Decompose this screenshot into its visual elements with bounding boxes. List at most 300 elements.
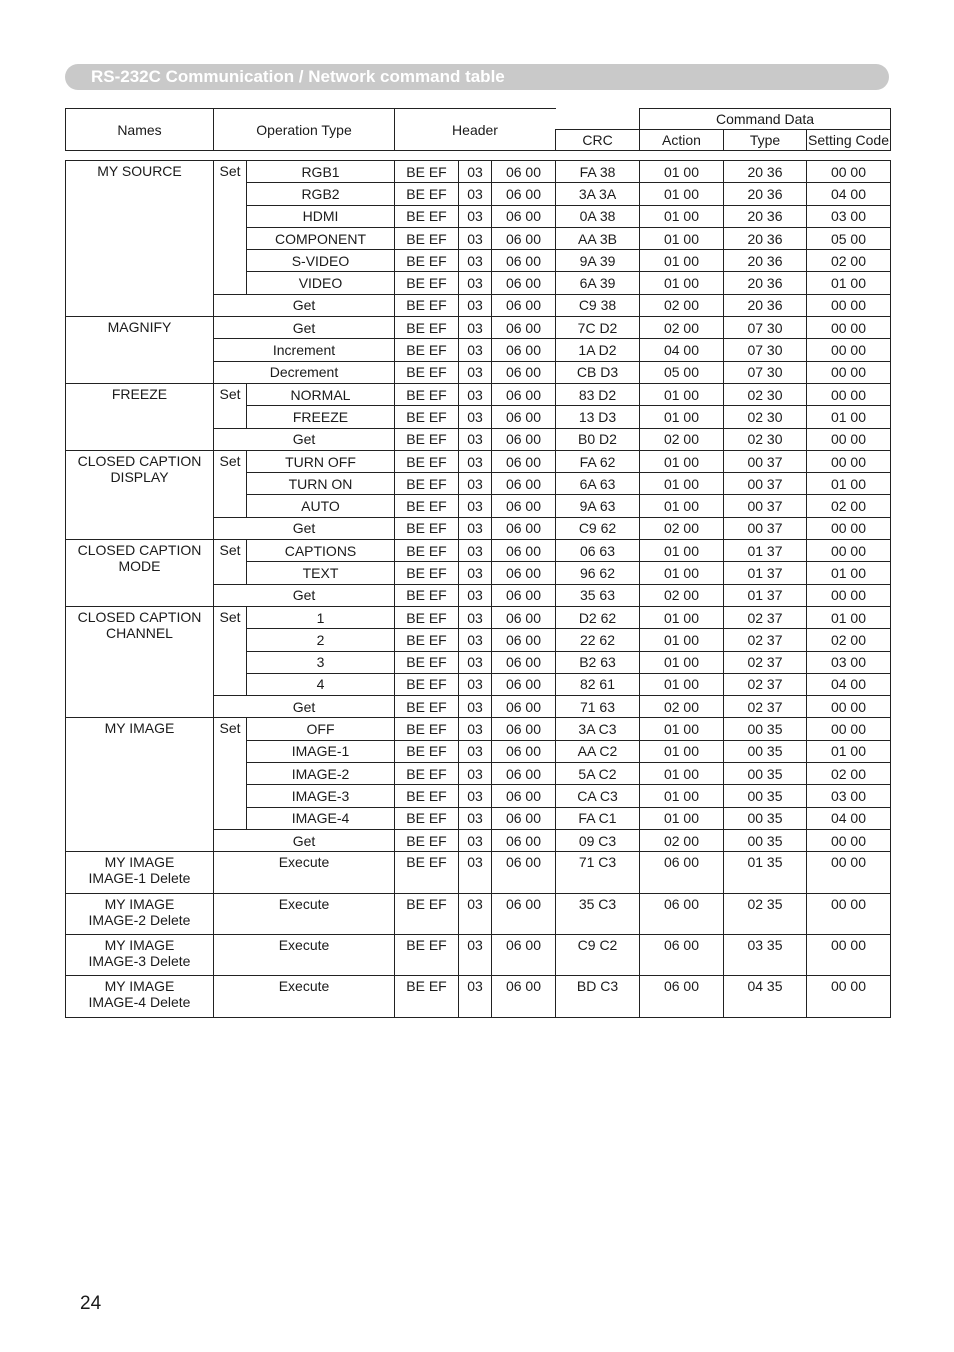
header-byte-1: BE EF [395, 495, 459, 517]
header-byte-3: 06 00 [492, 584, 556, 606]
type-cell: 00 35 [724, 718, 807, 740]
setting-code-cell: 00 00 [807, 584, 891, 606]
setting-code-cell: 00 00 [807, 934, 891, 975]
section-banner [65, 64, 889, 90]
setting-code-cell: 03 00 [807, 651, 891, 673]
header-byte-1: BE EF [395, 383, 459, 405]
table-row [66, 606, 891, 628]
set-label-cell: Set [214, 383, 247, 428]
operation-cell: 3 [247, 651, 395, 673]
header-byte-3: 06 00 [492, 562, 556, 584]
command-name-cell: CLOSED CAPTION MODE [66, 540, 214, 607]
action-cell: 02 00 [640, 428, 724, 450]
action-cell: 01 00 [640, 606, 724, 628]
action-cell: 01 00 [640, 161, 724, 183]
crc-cell: 09 C3 [556, 829, 640, 851]
operation-cell: TURN OFF [247, 450, 395, 472]
crc-cell: B2 63 [556, 651, 640, 673]
command-name-cell: CLOSED CAPTION DISPLAY [66, 450, 214, 539]
action-cell: 01 00 [640, 673, 724, 695]
header-byte-1: BE EF [395, 161, 459, 183]
operation-cell: TEXT [247, 562, 395, 584]
crc-cell: 3A C3 [556, 718, 640, 740]
setting-code-cell: 00 00 [807, 450, 891, 472]
action-cell: 01 00 [640, 740, 724, 762]
setting-code-cell: 00 00 [807, 829, 891, 851]
crc-cell: 5A C2 [556, 763, 640, 785]
operation-cell: CAPTIONS [247, 540, 395, 562]
names-header: Names [66, 109, 214, 151]
table-row [66, 540, 891, 562]
setting-code-cell: 04 00 [807, 673, 891, 695]
header-byte-1: BE EF [395, 361, 459, 383]
type-cell: 00 35 [724, 740, 807, 762]
operation-cell: Execute [214, 976, 395, 1017]
type-cell: 00 37 [724, 450, 807, 472]
command-table [65, 160, 891, 1018]
header-byte-3: 06 00 [492, 161, 556, 183]
operation-cell: Get [214, 294, 395, 316]
header-byte-3: 06 00 [492, 250, 556, 272]
header-byte-3: 06 00 [492, 852, 556, 893]
type-cell: 02 30 [724, 406, 807, 428]
crc-cell: BD C3 [556, 976, 640, 1017]
operation-cell: IMAGE-3 [247, 785, 395, 807]
setting-code-cell: 00 00 [807, 361, 891, 383]
action-cell: 01 00 [640, 562, 724, 584]
action-cell: 06 00 [640, 934, 724, 975]
header-byte-3: 06 00 [492, 763, 556, 785]
crc-cell: CA C3 [556, 785, 640, 807]
operation-cell: Decrement [214, 361, 395, 383]
table-row [66, 450, 891, 472]
header-byte-2: 03 [459, 606, 492, 628]
operation-cell: AUTO [247, 495, 395, 517]
action-cell: 01 00 [640, 205, 724, 227]
table-row [66, 852, 891, 893]
crc-spacer [556, 109, 640, 130]
crc-cell: B0 D2 [556, 428, 640, 450]
action-cell: 01 00 [640, 807, 724, 829]
setting-code-cell: 00 00 [807, 428, 891, 450]
header-byte-2: 03 [459, 540, 492, 562]
header-byte-1: BE EF [395, 406, 459, 428]
header-byte-1: BE EF [395, 272, 459, 294]
crc-cell: 35 C3 [556, 893, 640, 934]
crc-cell: 1A D2 [556, 339, 640, 361]
header-byte-2: 03 [459, 294, 492, 316]
type-cell: 00 35 [724, 785, 807, 807]
header-byte-1: BE EF [395, 227, 459, 249]
header-byte-2: 03 [459, 227, 492, 249]
header-byte-2: 03 [459, 807, 492, 829]
type-cell: 00 35 [724, 807, 807, 829]
action-cell: 01 00 [640, 250, 724, 272]
header-byte-3: 06 00 [492, 361, 556, 383]
type-cell: 07 30 [724, 317, 807, 339]
operation-cell: FREEZE [247, 406, 395, 428]
operation-cell: TURN ON [247, 473, 395, 495]
header-byte-3: 06 00 [492, 934, 556, 975]
header-byte-3: 06 00 [492, 294, 556, 316]
crc-cell: FA 38 [556, 161, 640, 183]
header-byte-3: 06 00 [492, 829, 556, 851]
crc-cell: 35 63 [556, 584, 640, 606]
header-byte-2: 03 [459, 651, 492, 673]
action-cell: 01 00 [640, 718, 724, 740]
setting-code-cell: 02 00 [807, 495, 891, 517]
header-byte-1: BE EF [395, 250, 459, 272]
setting-code-cell: 01 00 [807, 740, 891, 762]
operation-cell: Get [214, 584, 395, 606]
header-byte-1: BE EF [395, 183, 459, 205]
header-byte-3: 06 00 [492, 383, 556, 405]
command-name-cell: MY IMAGE [66, 718, 214, 852]
action-cell: 01 00 [640, 651, 724, 673]
header-byte-3: 06 00 [492, 317, 556, 339]
action-cell: 01 00 [640, 272, 724, 294]
header-byte-2: 03 [459, 673, 492, 695]
page-number: 24 [80, 1293, 102, 1314]
crc-cell: 22 62 [556, 629, 640, 651]
type-cell: 02 37 [724, 696, 807, 718]
operation-cell: Get [214, 696, 395, 718]
action-cell: 06 00 [640, 852, 724, 893]
operation-type-header: Operation Type [214, 109, 395, 151]
command-name-cell: MY IMAGE IMAGE-2 Delete [66, 893, 214, 934]
header-byte-2: 03 [459, 383, 492, 405]
operation-cell: 1 [247, 606, 395, 628]
operation-cell: IMAGE-1 [247, 740, 395, 762]
action-cell: 02 00 [640, 517, 724, 539]
action-cell: 01 00 [640, 629, 724, 651]
type-cell: 00 35 [724, 763, 807, 785]
type-cell: 20 36 [724, 205, 807, 227]
header-byte-3: 06 00 [492, 227, 556, 249]
action-cell: 01 00 [640, 406, 724, 428]
command-name-cell: CLOSED CAPTION CHANNEL [66, 606, 214, 717]
type-cell: 20 36 [724, 272, 807, 294]
command-data-header: Command Data [640, 109, 891, 130]
header-byte-2: 03 [459, 428, 492, 450]
type-cell: 01 37 [724, 584, 807, 606]
set-label-cell: Set [214, 161, 247, 295]
setting-code-header: Setting Code [807, 130, 891, 151]
setting-code-cell: 01 00 [807, 473, 891, 495]
header-byte-2: 03 [459, 361, 492, 383]
type-cell: 00 37 [724, 473, 807, 495]
header-byte-2: 03 [459, 406, 492, 428]
crc-cell: FA C1 [556, 807, 640, 829]
crc-cell: 0A 38 [556, 205, 640, 227]
header-byte-2: 03 [459, 763, 492, 785]
header-byte-2: 03 [459, 517, 492, 539]
crc-cell: 82 61 [556, 673, 640, 695]
type-cell: 20 36 [724, 294, 807, 316]
header-byte-2: 03 [459, 161, 492, 183]
crc-cell: 71 63 [556, 696, 640, 718]
action-header: Action [640, 130, 724, 151]
header-byte-1: BE EF [395, 852, 459, 893]
setting-code-cell: 00 00 [807, 317, 891, 339]
header-byte-3: 06 00 [492, 473, 556, 495]
operation-cell: COMPONENT [247, 227, 395, 249]
crc-cell: 9A 39 [556, 250, 640, 272]
crc-cell: 7C D2 [556, 317, 640, 339]
operation-cell: RGB1 [247, 161, 395, 183]
type-cell: 20 36 [724, 250, 807, 272]
header-byte-1: BE EF [395, 718, 459, 740]
setting-code-cell: 01 00 [807, 562, 891, 584]
header-byte-1: BE EF [395, 540, 459, 562]
action-cell: 02 00 [640, 317, 724, 339]
type-cell: 07 30 [724, 361, 807, 383]
crc-cell: AA 3B [556, 227, 640, 249]
header-byte-3: 06 00 [492, 428, 556, 450]
header-byte-2: 03 [459, 740, 492, 762]
header-byte-3: 06 00 [492, 517, 556, 539]
header-byte-3: 06 00 [492, 339, 556, 361]
header-byte-2: 03 [459, 934, 492, 975]
header-byte-1: BE EF [395, 473, 459, 495]
type-header: Type [724, 130, 807, 151]
setting-code-cell: 00 00 [807, 976, 891, 1017]
operation-cell: S-VIDEO [247, 250, 395, 272]
header-byte-3: 06 00 [492, 406, 556, 428]
header-byte-2: 03 [459, 450, 492, 472]
type-cell: 00 37 [724, 517, 807, 539]
setting-code-cell: 04 00 [807, 183, 891, 205]
type-cell: 02 37 [724, 651, 807, 673]
header-byte-1: BE EF [395, 696, 459, 718]
operation-cell: Get [214, 317, 395, 339]
command-name-cell: MY IMAGE IMAGE-1 Delete [66, 852, 214, 893]
header-byte-3: 06 00 [492, 785, 556, 807]
operation-cell: Execute [214, 852, 395, 893]
header-byte-1: BE EF [395, 934, 459, 975]
command-name-cell: MAGNIFY [66, 317, 214, 384]
type-cell: 20 36 [724, 183, 807, 205]
header-byte-3: 06 00 [492, 673, 556, 695]
type-cell: 00 37 [724, 495, 807, 517]
table-row [66, 718, 891, 740]
header-byte-2: 03 [459, 562, 492, 584]
header-byte-2: 03 [459, 829, 492, 851]
crc-cell: C9 62 [556, 517, 640, 539]
crc-cell: 3A 3A [556, 183, 640, 205]
action-cell: 01 00 [640, 495, 724, 517]
action-cell: 02 00 [640, 294, 724, 316]
command-name-cell: MY IMAGE IMAGE-3 Delete [66, 934, 214, 975]
crc-cell: 06 63 [556, 540, 640, 562]
header-byte-1: BE EF [395, 629, 459, 651]
header-byte-3: 06 00 [492, 718, 556, 740]
action-cell: 01 00 [640, 183, 724, 205]
setting-code-cell: 03 00 [807, 205, 891, 227]
command-name-cell: FREEZE [66, 383, 214, 450]
action-cell: 01 00 [640, 473, 724, 495]
crc-cell: 71 C3 [556, 852, 640, 893]
setting-code-cell: 00 00 [807, 294, 891, 316]
setting-code-cell: 00 00 [807, 383, 891, 405]
action-cell: 02 00 [640, 584, 724, 606]
crc-header: CRC [556, 130, 640, 151]
operation-cell: NORMAL [247, 383, 395, 405]
header-byte-1: BE EF [395, 606, 459, 628]
header-byte-3: 06 00 [492, 540, 556, 562]
header-byte-1: BE EF [395, 763, 459, 785]
set-label-cell: Set [214, 450, 247, 517]
header-byte-2: 03 [459, 852, 492, 893]
header-byte-3: 06 00 [492, 495, 556, 517]
operation-cell: Execute [214, 893, 395, 934]
table-row [66, 976, 891, 1017]
setting-code-cell: 01 00 [807, 606, 891, 628]
action-cell: 01 00 [640, 763, 724, 785]
type-cell: 07 30 [724, 339, 807, 361]
type-cell: 02 30 [724, 428, 807, 450]
operation-cell: VIDEO [247, 272, 395, 294]
table-row [66, 383, 891, 405]
header-byte-3: 06 00 [492, 205, 556, 227]
table-row [66, 893, 891, 934]
operation-cell: IMAGE-4 [247, 807, 395, 829]
table-row [66, 161, 891, 183]
crc-cell: C9 38 [556, 294, 640, 316]
header-header: Header [395, 109, 556, 151]
header-byte-2: 03 [459, 696, 492, 718]
type-cell: 02 30 [724, 383, 807, 405]
header-byte-1: BE EF [395, 517, 459, 539]
crc-cell: 6A 39 [556, 272, 640, 294]
operation-cell: Get [214, 428, 395, 450]
type-cell: 02 37 [724, 673, 807, 695]
header-byte-1: BE EF [395, 740, 459, 762]
header-byte-1: BE EF [395, 339, 459, 361]
operation-cell: 2 [247, 629, 395, 651]
operation-cell: IMAGE-2 [247, 763, 395, 785]
operation-cell: HDMI [247, 205, 395, 227]
header-byte-1: BE EF [395, 807, 459, 829]
crc-cell: 6A 63 [556, 473, 640, 495]
command-name-cell: MY SOURCE [66, 161, 214, 317]
header-byte-3: 06 00 [492, 629, 556, 651]
type-cell: 02 37 [724, 629, 807, 651]
crc-cell: 96 62 [556, 562, 640, 584]
header-byte-2: 03 [459, 183, 492, 205]
operation-cell: Get [214, 829, 395, 851]
setting-code-cell: 00 00 [807, 718, 891, 740]
header-byte-1: BE EF [395, 785, 459, 807]
operation-cell: Increment [214, 339, 395, 361]
header-byte-1: BE EF [395, 317, 459, 339]
action-cell: 06 00 [640, 893, 724, 934]
setting-code-cell: 02 00 [807, 250, 891, 272]
header-byte-3: 06 00 [492, 807, 556, 829]
action-cell: 05 00 [640, 361, 724, 383]
type-cell: 00 35 [724, 829, 807, 851]
setting-code-cell: 01 00 [807, 272, 891, 294]
header-byte-2: 03 [459, 584, 492, 606]
header-byte-2: 03 [459, 250, 492, 272]
crc-cell: AA C2 [556, 740, 640, 762]
operation-cell: RGB2 [247, 183, 395, 205]
type-cell: 01 37 [724, 540, 807, 562]
header-byte-2: 03 [459, 785, 492, 807]
crc-cell: 9A 63 [556, 495, 640, 517]
setting-code-cell: 00 00 [807, 540, 891, 562]
action-cell: 01 00 [640, 540, 724, 562]
header-byte-1: BE EF [395, 205, 459, 227]
type-cell: 04 35 [724, 976, 807, 1017]
action-cell: 04 00 [640, 339, 724, 361]
setting-code-cell: 00 00 [807, 893, 891, 934]
table-row [66, 934, 891, 975]
section-title: RS-232C Communication / Network command table [91, 67, 505, 86]
action-cell: 02 00 [640, 829, 724, 851]
setting-code-cell: 02 00 [807, 763, 891, 785]
header-byte-2: 03 [459, 339, 492, 361]
action-cell: 01 00 [640, 450, 724, 472]
header-byte-2: 03 [459, 893, 492, 934]
crc-cell: 13 D3 [556, 406, 640, 428]
action-cell: 02 00 [640, 696, 724, 718]
header-byte-1: BE EF [395, 651, 459, 673]
setting-code-cell: 00 00 [807, 852, 891, 893]
header-byte-2: 03 [459, 495, 492, 517]
action-cell: 01 00 [640, 227, 724, 249]
header-byte-2: 03 [459, 718, 492, 740]
set-label-cell: Set [214, 718, 247, 829]
operation-cell: Get [214, 517, 395, 539]
header-byte-1: BE EF [395, 562, 459, 584]
header-byte-1: BE EF [395, 829, 459, 851]
command-table-header [65, 108, 891, 151]
header-byte-1: BE EF [395, 294, 459, 316]
type-cell: 20 36 [724, 161, 807, 183]
type-cell: 01 35 [724, 852, 807, 893]
header-byte-1: BE EF [395, 450, 459, 472]
crc-cell: D2 62 [556, 606, 640, 628]
action-cell: 06 00 [640, 976, 724, 1017]
header-byte-3: 06 00 [492, 450, 556, 472]
setting-code-cell: 00 00 [807, 696, 891, 718]
type-cell: 01 37 [724, 562, 807, 584]
type-cell: 02 37 [724, 606, 807, 628]
type-cell: 03 35 [724, 934, 807, 975]
header-byte-3: 06 00 [492, 740, 556, 762]
header-byte-2: 03 [459, 473, 492, 495]
header-byte-1: BE EF [395, 893, 459, 934]
header-byte-2: 03 [459, 272, 492, 294]
header-byte-1: BE EF [395, 673, 459, 695]
command-name-cell: MY IMAGE IMAGE-4 Delete [66, 976, 214, 1017]
setting-code-cell: 03 00 [807, 785, 891, 807]
header-byte-2: 03 [459, 976, 492, 1017]
operation-cell: Execute [214, 934, 395, 975]
setting-code-cell: 00 00 [807, 161, 891, 183]
header-byte-1: BE EF [395, 976, 459, 1017]
action-cell: 01 00 [640, 785, 724, 807]
type-cell: 02 35 [724, 893, 807, 934]
setting-code-cell: 04 00 [807, 807, 891, 829]
header-byte-1: BE EF [395, 428, 459, 450]
header-byte-3: 06 00 [492, 272, 556, 294]
setting-code-cell: 02 00 [807, 629, 891, 651]
header-byte-3: 06 00 [492, 893, 556, 934]
setting-code-cell: 00 00 [807, 339, 891, 361]
header-byte-3: 06 00 [492, 183, 556, 205]
